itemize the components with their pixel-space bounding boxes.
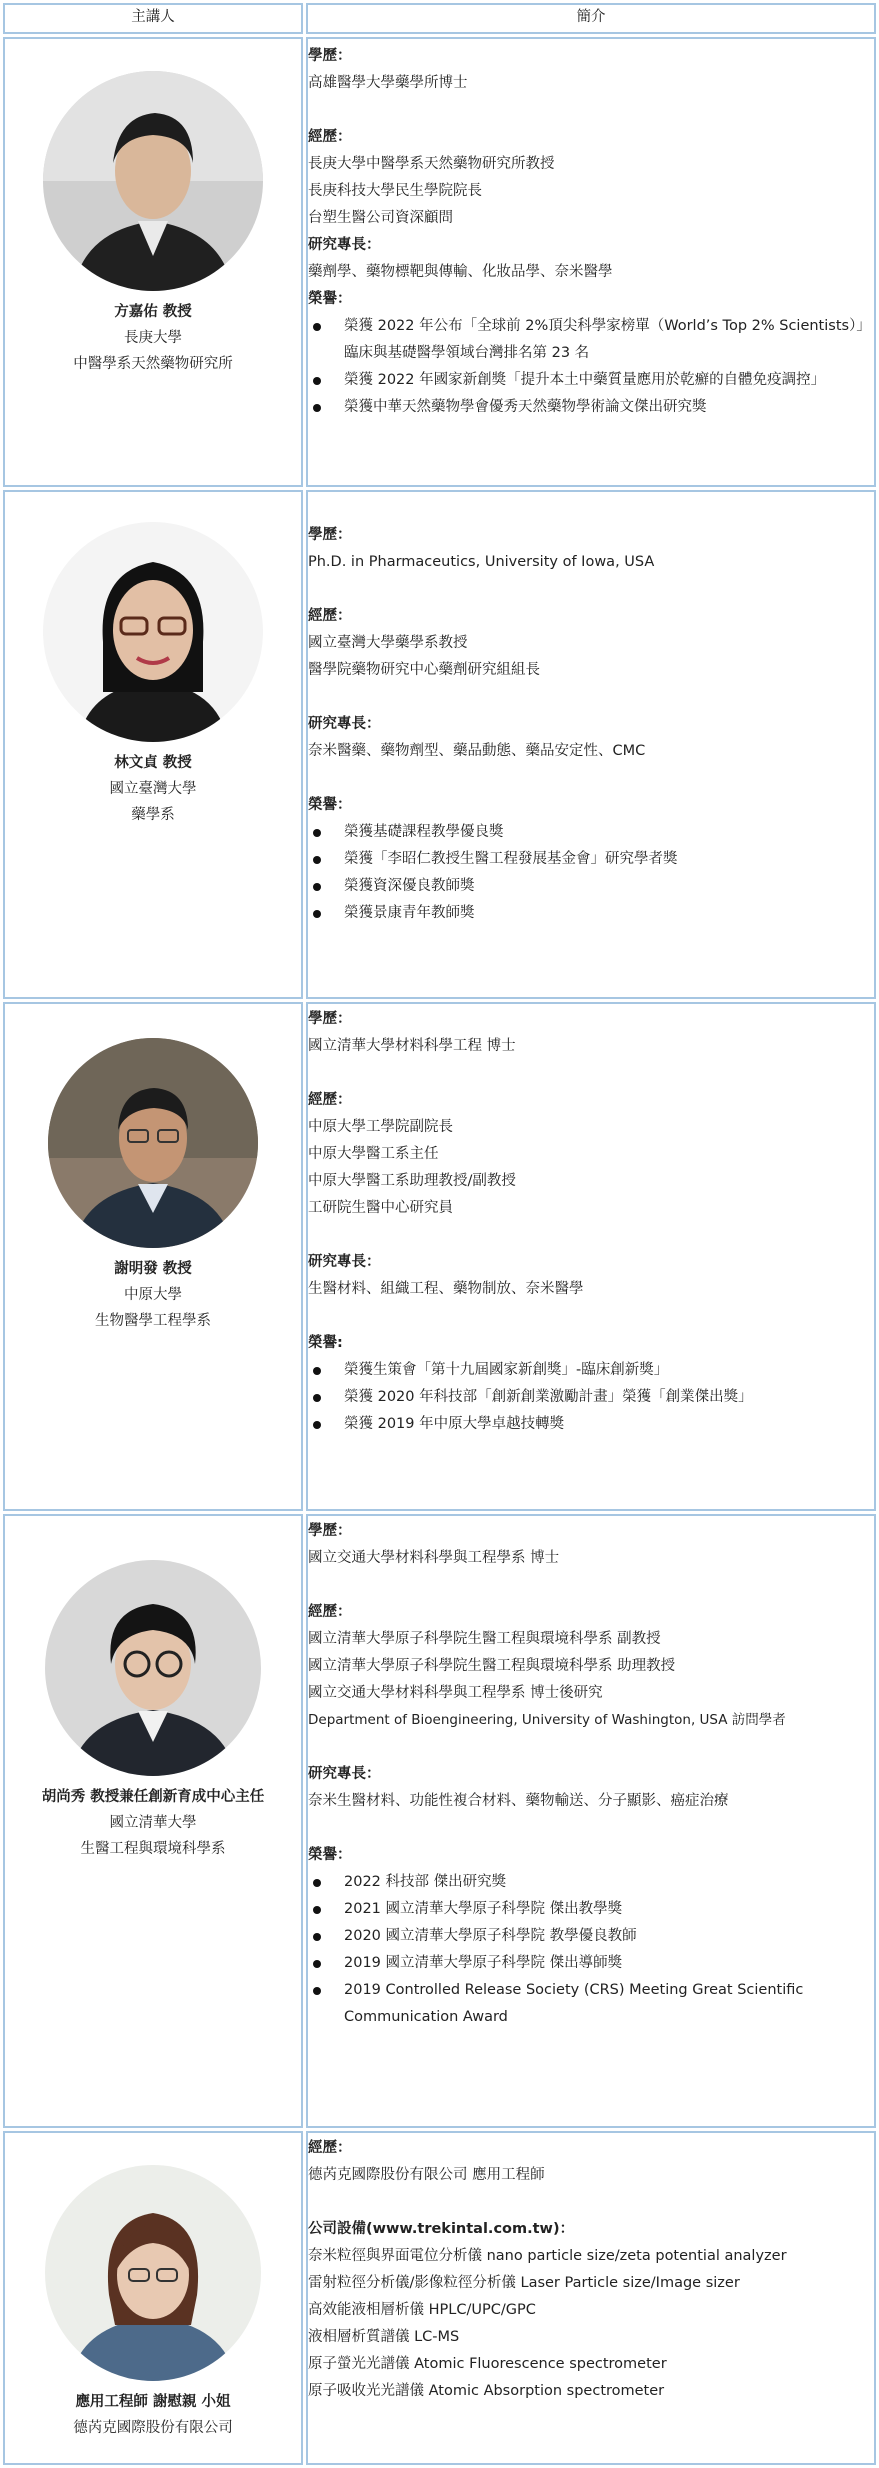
honor-item: 2021 國立清華大學原子科學院 傑出教學獎 xyxy=(308,1896,874,1923)
experience-item: 工研院生醫中心研究員 xyxy=(308,1200,453,1216)
speaker-row xyxy=(3,1002,876,1511)
speaker-affiliation: 國立清華大學 xyxy=(109,1815,197,1831)
specialty-text: 奈米醫藥、藥物劑型、藥品動態、藥品安定性、CMC xyxy=(308,743,646,759)
header-speaker: 主講人 xyxy=(3,3,303,34)
equipment-title: 公司設備(www.trekintal.com.tw)： xyxy=(308,2221,575,2237)
speaker-affiliation: 長庚大學 xyxy=(124,330,182,346)
speaker-name: 應用工程師 謝慰親 小姐 xyxy=(75,2394,231,2410)
honor-item: 榮獲「李昭仁教授生醫工程發展基金會」研究學者獎 xyxy=(308,846,874,873)
experience-item: 長庚大學中醫學系天然藥物研究所教授 xyxy=(308,156,555,172)
speaker-row xyxy=(3,1514,876,2128)
honor-item: 2022 科技部 傑出研究獎 xyxy=(308,1869,874,1896)
experience-item: 長庚科技大學民生學院院長 xyxy=(308,183,482,199)
experience-title: 經歷： xyxy=(308,608,352,624)
speaker-affiliation: 德芮克國際股份有限公司 xyxy=(73,2420,233,2436)
speaker-name: 胡尚秀 教授兼任創新育成中心主任 xyxy=(41,1789,265,1805)
portrait-image xyxy=(45,2165,261,2381)
portrait-photo xyxy=(48,1038,258,1248)
speaker-department: 生物醫學工程學系 xyxy=(95,1313,211,1329)
experience-title: 經歷： xyxy=(308,1092,352,1108)
equipment-item: 原子螢光光譜儀 Atomic Fluorescence spectrometer xyxy=(308,2356,667,2372)
experience-item: 國立清華大學原子科學院生醫工程與環境科學系 副教授 xyxy=(308,1631,661,1647)
specialty-title: 研究專長： xyxy=(308,237,381,253)
speaker-department: 藥學系 xyxy=(131,807,175,823)
honors-list xyxy=(308,1869,874,2031)
specialty-text: 藥劑學、藥物標靶與傳輸、化妝品學、奈米醫學 xyxy=(308,264,613,280)
portrait-image xyxy=(45,1560,261,1776)
specialty-title: 研究專長： xyxy=(308,1766,381,1782)
speaker-profile xyxy=(3,1514,303,2128)
experience-title: 經歷： xyxy=(308,129,352,145)
speaker-name: 謝明發 教授 xyxy=(114,1261,192,1277)
honor-item: 2019 國立清華大學原子科學院 傑出導師獎 xyxy=(308,1950,874,1977)
education-item: 高雄醫學大學藥學所博士 xyxy=(308,75,468,91)
table-header-row xyxy=(3,3,876,34)
portrait-photo xyxy=(45,1560,261,1776)
header-intro: 簡介 xyxy=(306,3,876,34)
speaker-department: 中醫學系天然藥物研究所 xyxy=(73,356,233,372)
specialty-title: 研究專長： xyxy=(308,716,381,732)
speaker-bio xyxy=(306,2131,876,2465)
education-title: 學歷： xyxy=(308,48,352,64)
education-title: 學歷： xyxy=(308,527,352,543)
specialty-text: 生醫材料、組織工程、藥物制放、奈米醫學 xyxy=(308,1281,584,1297)
experience-title: 經歷： xyxy=(308,1604,352,1620)
experience-item: 國立清華大學原子科學院生醫工程與環境科學系 助理教授 xyxy=(308,1658,676,1674)
honors-list xyxy=(308,819,874,927)
experience-item: 中原大學工學院副院長 xyxy=(308,1119,453,1135)
honor-item: 2020 國立清華大學原子科學院 教學優良教師 xyxy=(308,1923,874,1950)
equipment-item: 原子吸收光光譜儀 Atomic Absorption spectrometer xyxy=(308,2383,665,2399)
portrait-photo xyxy=(43,71,263,291)
experience-item: 中原大學醫工系主任 xyxy=(308,1146,439,1162)
experience-item: 德芮克國際股份有限公司 應用工程師 xyxy=(308,2167,545,2183)
honor-item: 2019 Controlled Release Society (CRS) Meeting Great Scientific Communication Award xyxy=(308,1977,874,2031)
portrait-image xyxy=(43,522,263,742)
education-item: 國立清華大學材料科學工程 博士 xyxy=(308,1038,516,1054)
honors-title: 榮譽: xyxy=(308,1335,343,1351)
honor-item: 榮獲 2022 年公布「全球前 2%頂尖科學家榜單（World’s Top 2% Scientists）」臨床與基礎醫學領域台灣排名第 23 名 xyxy=(308,313,874,367)
education-title: 學歷： xyxy=(308,1011,352,1027)
honor-item: 榮獲 2020 年科技部「創新創業激勵計畫」榮獲「創業傑出獎」 xyxy=(308,1384,874,1411)
equipment-item: 高效能液相層析儀 HPLC/UPC/GPC xyxy=(308,2302,536,2318)
speaker-bio xyxy=(306,1514,876,2128)
experience-item: 國立臺灣大學藥學系教授 xyxy=(308,635,468,651)
speaker-bio xyxy=(306,37,876,487)
equipment-item: 液相層析質譜儀 LC-MS xyxy=(308,2329,460,2345)
speaker-row xyxy=(3,37,876,487)
speaker-affiliation: 中原大學 xyxy=(124,1287,182,1303)
portrait-image xyxy=(48,1038,258,1248)
speaker-profile xyxy=(3,490,303,999)
speaker-profile xyxy=(3,1002,303,1511)
equipment-item: 奈米粒徑與界面電位分析儀 nano particle size/zeta potential analyzer xyxy=(308,2248,787,2264)
speaker-bio xyxy=(306,1002,876,1511)
speaker-bio xyxy=(306,490,876,999)
education-item: 國立交通大學材料科學與工程學系 博士 xyxy=(308,1550,560,1566)
experience-title: 經歷： xyxy=(308,2140,352,2156)
experience-item: 醫學院藥物研究中心藥劑研究組組長 xyxy=(308,662,540,678)
honors-title: 榮譽： xyxy=(308,1847,352,1863)
honors-title: 榮譽： xyxy=(308,291,352,307)
experience-item: 台塑生醫公司資深顧問 xyxy=(308,210,453,226)
portrait-photo xyxy=(43,522,263,742)
honors-list xyxy=(308,1357,874,1438)
experience-item: 國立交通大學材料科學與工程學系 博士後研究 xyxy=(308,1685,603,1701)
portrait-image xyxy=(43,71,263,291)
honor-item: 榮獲基礎課程教學優良獎 xyxy=(308,819,874,846)
education-item: Ph.D. in Pharmaceutics, University of Iowa, USA xyxy=(308,554,655,570)
specialty-title: 研究專長： xyxy=(308,1254,381,1270)
speaker-row xyxy=(3,490,876,999)
speaker-profile xyxy=(3,2131,303,2465)
speaker-row xyxy=(3,2131,876,2465)
speaker-affiliation: 國立臺灣大學 xyxy=(109,781,197,797)
specialty-text: 奈米生醫材料、功能性複合材料、藥物輸送、分子顯影、癌症治療 xyxy=(308,1793,729,1809)
honor-item: 榮獲生策會「第十九屆國家新創獎」-臨床創新獎」 xyxy=(308,1357,874,1384)
honors-list xyxy=(308,313,874,421)
honor-item: 榮獲 2019 年中原大學卓越技轉獎 xyxy=(308,1411,874,1438)
honor-item: 榮獲 2022 年國家新創獎「提升本土中藥質量應用於乾癬的自體免疫調控」 xyxy=(308,367,874,394)
experience-item: Department of Bioengineering, University of Washington, USA 訪問學者 xyxy=(308,1712,786,1728)
speaker-department: 生醫工程與環境科學系 xyxy=(80,1841,226,1857)
speaker-name: 林文貞 教授 xyxy=(114,755,192,771)
portrait-photo xyxy=(45,2165,261,2381)
honors-title: 榮譽： xyxy=(308,797,352,813)
honor-item: 榮獲資深優良教師獎 xyxy=(308,873,874,900)
speaker-profile xyxy=(3,37,303,487)
honor-item: 榮獲景康青年教師獎 xyxy=(308,900,874,927)
education-title: 學歷： xyxy=(308,1523,352,1539)
equipment-item: 雷射粒徑分析儀/影像粒徑分析儀 Laser Particle size/Image sizer xyxy=(308,2275,740,2291)
experience-item: 中原大學醫工系助理教授/副教授 xyxy=(308,1173,516,1189)
honor-item: 榮獲中華天然藥物學會優秀天然藥物學術論文傑出研究獎 xyxy=(308,394,874,421)
speaker-name: 方嘉佑 教授 xyxy=(114,304,192,320)
